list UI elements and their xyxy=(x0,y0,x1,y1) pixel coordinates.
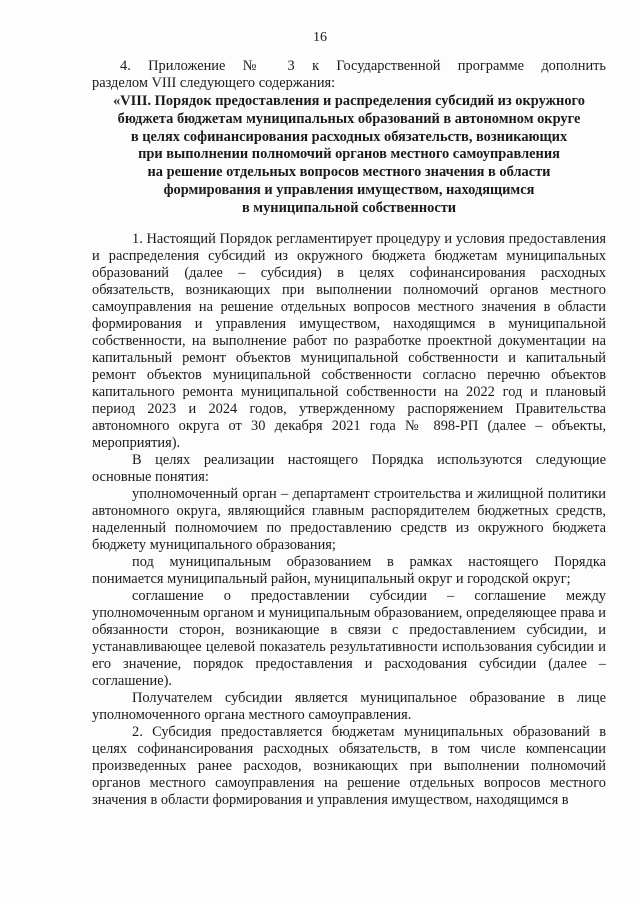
heading-line: в целях софинансирования расходных обязательств, возникающих xyxy=(130,128,568,145)
intro-line-2: разделом VIII следующего содержания: xyxy=(92,75,336,91)
section-heading xyxy=(92,93,606,218)
page-number: 16 xyxy=(313,30,327,45)
heading-line: бюджета бюджетам муниципальных образований в автономном округе xyxy=(117,110,581,127)
heading-line: «VIII. Порядок предоставления и распределения субсидий из окружного xyxy=(113,93,585,109)
body-text xyxy=(92,231,606,809)
heading-line: на решение отдельных вопросов местного значения в области xyxy=(147,164,551,181)
paragraph-2: В целях реализации настоящего Порядка используются следующие основные понятия: xyxy=(92,452,606,485)
heading-line: при выполнении полномочий органов местного самоуправления xyxy=(138,146,560,163)
intro-line-1: 4. Приложение № 3 к Государственной программе дополнить xyxy=(120,58,606,74)
paragraph-3: уполномоченный орган – департамент строительства и жилищной политики автономного округа, являющийся главным распорядителем бюджетных средств, наделенный полномочием по предоставлению средств из окружного бюджета бюджету муниципального образования; xyxy=(92,486,606,553)
heading-line: формирования и управления имуществом, находящимся xyxy=(163,181,535,198)
heading-line: в муниципальной собственности xyxy=(241,199,457,216)
paragraph-5: соглашение о предоставлении субсидии – соглашение между уполномоченным органом и муниципальным образованием, определяющее права и обязанности сторон, возникающие в связи с предоставлением субсидии, и устанавливающее целевой показатель результативности использования субсидии и его значение, порядок предоставления и расходования субсидии (далее – соглашение). xyxy=(92,588,606,689)
paragraph-7: 2. Субсидия предоставляется бюджетам муниципальных образований в целях софинансирования расходных обязательств, в том числе компенсации произведенных ранее расходов, возникающих при выполнении полномочий органов местного самоуправления на решение отдельных вопросов местного значения в области формирования и управления имуществом, находящимся в xyxy=(92,724,606,808)
paragraph-1: 1. Настоящий Порядок регламентирует процедуру и условия предоставления и распределения субсидий из окружного бюджета бюджетам муниципальных образований (далее – субсидия) в целях софинансирования расходных обязательств, возникающих при выполнении полномочий органов местного самоуправления на решение отдельных вопросов местного значения в области формирования и управления имуществом, находящимся в муниципальной собственности, на выполнение работ по разработке проектной документации на капитальный ремонт объектов муниципальной собственности и капитальный ремонт объектов муниципальной собственности согласно перечню объектов капитального ремонта муниципальной собственности на 2022 год и плановый период 2023 и 2024 годов, утвержденному распоряжением Правительства автономного округа от 30 декабря 2021 года № 898-РП (далее – объекты, мероприятия). xyxy=(92,231,606,451)
paragraph-6: Получателем субсидии является муниципальное образование в лице уполномоченного органа местного самоуправления. xyxy=(92,690,606,723)
paragraph-4: под муниципальным образованием в рамках настоящего Порядка понимается муниципальный район, муниципальный округ и городской округ; xyxy=(92,554,606,587)
intro-text xyxy=(92,58,606,92)
